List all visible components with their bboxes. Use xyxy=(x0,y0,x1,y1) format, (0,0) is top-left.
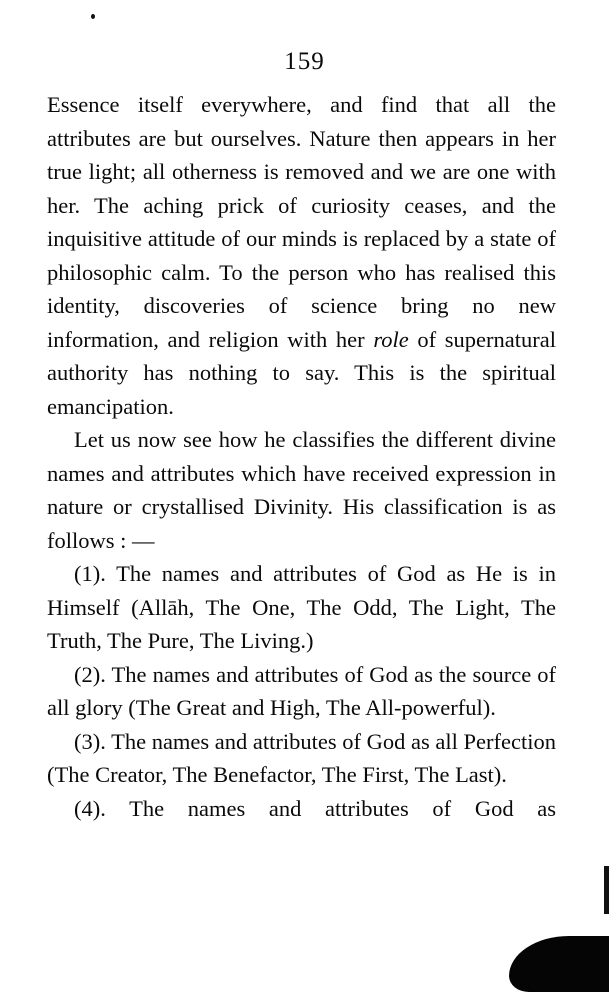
list-item-3: (3). The names and attributes of God as all Perfection (The Creator, The Benefactor, The First, The Last). xyxy=(47,728,556,787)
list-item-4: (4). The names and attributes of God as xyxy=(74,795,556,821)
scan-edge-mark xyxy=(604,866,609,914)
list-item-1: (1). The names and attributes of God as He is in Himself (Allāh, The One, The Odd, The Light, The Truth, The Pure, The Living.) xyxy=(47,561,556,653)
scan-ink-blot xyxy=(509,936,609,992)
list-item-2: (2). The names and attributes of God as the source of all glory (The Great and High, The All-powerful). xyxy=(47,661,556,720)
page-number: 159 xyxy=(284,48,325,75)
italic-word-role: role xyxy=(373,326,409,352)
body-text xyxy=(47,88,556,825)
paragraph-text: Essence itself everywhere, and find that all the attributes are but ourselves. Nature then appears in her true light; all otherness is removed and we are one with her. The aching prick of curiosity ceases, and the inquisitive attitude of our minds is replaced by a state of philosophic calm. To the person who has realised this identity, discoveries of science bring no new information, and religion with her xyxy=(47,92,556,352)
paragraph-classification-intro: Let us now see how he classifies the different divine names and attributes which have received expression in nature or crystallised Divinity. His classification is as follows : — xyxy=(47,427,556,553)
paragraph-emancipation xyxy=(47,88,556,423)
paragraph-text-continued: of supernatural authority has nothing to say. This is the spiritual emancipation. xyxy=(47,326,556,419)
scan-speck xyxy=(91,14,95,19)
